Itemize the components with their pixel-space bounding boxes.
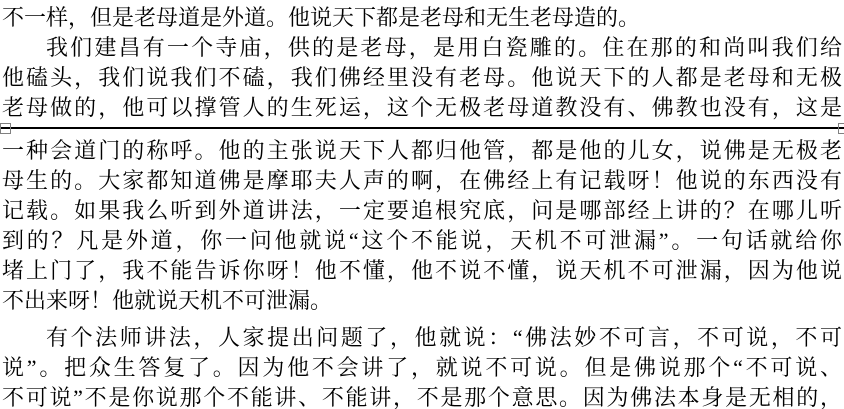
text-line: 他磕头，我们说我们不磕，我们佛经里没有老母。他说天下的人都是老母和无极 bbox=[2, 65, 842, 90]
text-line: 一种会道门的称呼。他的主张说天下人都归他管，都是他的儿女，说佛是无极老 bbox=[2, 138, 842, 163]
text-line: 记载。如果我么听到外道讲法，一定要追根究底，问是哪部经上讲的？在哪儿听 bbox=[2, 198, 842, 223]
page-break-divider bbox=[0, 123, 844, 136]
text-line: 堵上门了，我不能告诉你呀！他不懂，他不说不懂，说天机不可泄漏，因为他说 bbox=[2, 258, 842, 283]
text-line: 说”。把众生答复了。因为他不会讲了，就说不可说。但是佛说那个“不可说、 bbox=[2, 355, 842, 380]
text-line: 不可说”不是你说那个不能讲、不能讲，不是那个意思。因为佛法本身是无相的， bbox=[2, 385, 842, 409]
text-line: 老母做的，他可以撑管人的生死运，这个无极老母道教没有、佛教也没有，这是 bbox=[2, 95, 842, 120]
text-line: 不一样，但是老母道是外道。他说天下都是老母和无生老母造的。 bbox=[2, 5, 641, 30]
text-line: 到的？凡是外道，你一问他就说“这个不能说，天机不可泄漏”。一句话就给你 bbox=[2, 228, 842, 253]
margin-handle-left-icon bbox=[0, 123, 11, 134]
text-line: 不出来呀！他就说天机不可泄漏。 bbox=[2, 288, 333, 313]
page-break-line bbox=[0, 127, 844, 129]
text-line: 母生的。大家都知道佛是摩耶夫人声的啊，在佛经上有记载呀！他说的东西没有 bbox=[2, 168, 842, 193]
margin-handle-right-icon bbox=[838, 123, 844, 134]
text-line: 我们建昌有一个寺庙，供的是老母，是用白瓷雕的。住在那的和尚叫我们给 bbox=[46, 35, 842, 60]
text-line: 有个法师讲法，人家提出问题了，他就说：“佛法妙不可言，不可说，不可 bbox=[46, 325, 842, 350]
